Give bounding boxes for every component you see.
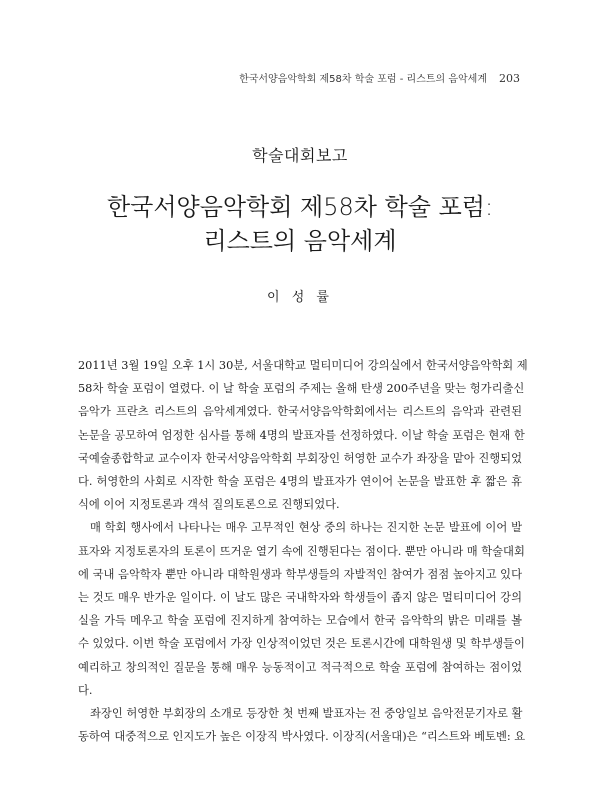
body-line: 다. [78, 683, 93, 697]
page-number: 203 [499, 72, 520, 85]
body-paragraph [78, 354, 528, 516]
article-title-line-2: 리스트의 음악세계 [203, 227, 397, 255]
body-line: 국예술종합학교 교수이자 한국서양음악학회 부회장인 허영한 교수가 좌장을 맡아 진행되었 [78, 451, 522, 465]
body-line: 다. 허영한의 사회로 시작한 학술 포럼은 4명의 발표자가 연이어 논문을 발표한 후 짧은 휴 [78, 475, 522, 489]
body-line: 좌장인 허영한 부회장의 소개로 등장한 첫 번째 발표자는 전 중앙일보 음악전문기자로 활 [90, 707, 523, 721]
body-line: 실을 가득 메우고 학술 포럼에 진지하게 참여하는 모습에서 한국 음악학의 밝은 미래를 볼 [78, 614, 522, 628]
article-title-line-1: 한국서양음악학회 제58차 학술 포럼: [106, 193, 494, 221]
author-name: 이 성 률 [267, 290, 333, 305]
body-line: 58차 학술 포럼이 열렸다. 이 날 학술 포럼의 주제는 올해 탄생 200주년을 맞는 헝가리출신 [78, 382, 525, 396]
article-body [78, 354, 528, 748]
body-line: 예리하고 창의적인 질문을 통해 매우 능동적이고 적극적으로 학술 포럼에 참여하는 점이었 [78, 660, 522, 674]
body-line: 표자와 지정토론자의 토론이 뜨거운 열기 속에 진행된다는 점이다. 뿐만 아니라 매 학술대회 [78, 544, 525, 558]
body-line: 는 것도 매우 반가운 일이다. 이 날도 많은 국내학자와 학생들이 좁지 않은 멀티미디어 강의 [78, 591, 522, 605]
body-line: 동하여 대중적으로 인지도가 높은 이장직 박사였다. 이장직(서울대)은 “리스트와 베토벤: 요 [78, 730, 526, 744]
article-title [0, 190, 600, 258]
body-line: 매 학회 행사에서 나타나는 매우 고무적인 현상 중의 하나는 진지한 논문 발표에 이어 발 [90, 521, 522, 535]
body-line: 에 국내 음악학자 뿐만 아니라 대학원생과 학부생들의 자발적인 참여가 점점 높아지고 있다 [78, 567, 522, 581]
body-paragraph [78, 702, 526, 748]
body-line: 수 있었다. 이번 학술 포럼에서 가장 인상적이었던 것은 토론시간에 대학원생 및 학부생들이 [78, 637, 525, 651]
body-paragraph [78, 516, 525, 702]
body-line: 2011년 3월 19일 오후 1시 30분, 서울대학교 멀티미디어 강의실에서 한국서양음악학회 제 [78, 359, 528, 372]
body-line: 논문을 공모하여 엄정한 심사를 통해 4명의 발표자를 선정하였다. 이날 학술 포럼은 현재 한 [78, 428, 525, 442]
body-line: 식에 이어 지정토론과 객석 질의토론으로 진행되었다. [78, 498, 340, 512]
running-head-title: 한국서양음악학회 제58차 학술 포럼 - 리스트의 음악세계 [239, 74, 487, 85]
running-head [239, 70, 520, 85]
body-line: 음악가 프란츠 리스트의 음악세계였다. 한국서양음악학회에서는 리스트의 음악과 관련된 [78, 405, 522, 419]
section-label: 학술대회보고 [252, 146, 348, 165]
